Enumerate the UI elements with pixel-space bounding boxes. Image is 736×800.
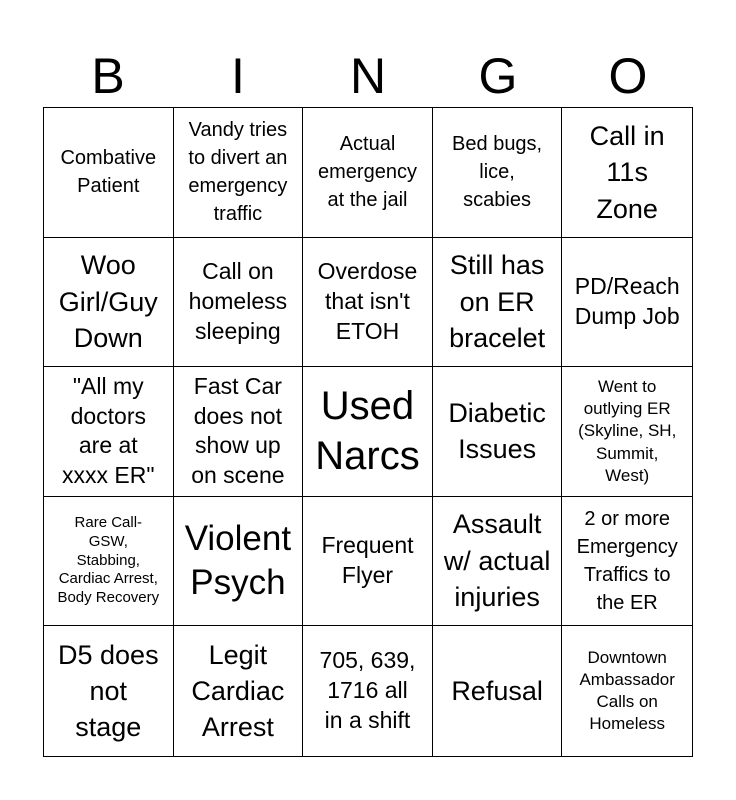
bingo-cell[interactable]: Call in 11s Zone <box>562 108 692 238</box>
bingo-cell[interactable]: Assault w/ actual injuries <box>433 497 563 627</box>
header-letter-g: G <box>478 48 518 104</box>
bingo-cell[interactable]: 2 or more Emergency Traffics to the ER <box>562 497 692 627</box>
header-letter-o: O <box>608 48 648 104</box>
bingo-cell[interactable]: Frequent Flyer <box>303 497 433 627</box>
bingo-cell[interactable]: "All my doctors are at xxxx ER" <box>44 367 174 497</box>
header-letter-n: N <box>349 48 387 104</box>
bingo-cell[interactable]: Rare Call- GSW, Stabbing, Cardiac Arrest, Body Recovery <box>44 497 174 627</box>
bingo-board <box>43 107 693 757</box>
bingo-cell[interactable]: Downtown Ambassador Calls on Homeless <box>579 648 675 734</box>
bingo-cell[interactable]: Vandy tries to divert an emergency traffic <box>174 108 304 238</box>
bingo-cell[interactable]: Refusal <box>433 626 563 756</box>
bingo-cell[interactable]: Went to outlying ER (Skyline, SH, Summit, West) <box>562 367 692 497</box>
header-letter-i: I <box>231 48 245 104</box>
bingo-cell[interactable]: Call on homeless sleeping <box>174 238 304 368</box>
bingo-cell[interactable]: Fast Car does not show up on scene <box>174 367 304 497</box>
header-letter-b: B <box>91 48 125 104</box>
bingo-cell[interactable]: Actual emergency at the jail <box>303 108 433 238</box>
bingo-cell[interactable]: Diabetic Issues <box>433 367 563 497</box>
bingo-cell[interactable]: D5 does not stage <box>44 626 174 756</box>
bingo-cell[interactable]: Still has on ER bracelet <box>433 238 563 368</box>
bingo-cell[interactable]: Used Narcs <box>303 367 433 497</box>
bingo-cell[interactable]: PD/Reach Dump Job <box>562 238 692 368</box>
bingo-cell[interactable]: Bed bugs, lice, scabies <box>433 108 563 238</box>
bingo-cell[interactable]: Legit Cardiac Arrest <box>174 626 304 756</box>
bingo-cell[interactable]: 705, 639, 1716 all in a shift <box>303 626 433 756</box>
bingo-cell[interactable]: Woo Girl/Guy Down <box>44 238 174 368</box>
bingo-cell[interactable]: Violent Psych <box>174 497 304 627</box>
bingo-cell[interactable]: Combative Patient <box>44 108 174 238</box>
bingo-header <box>43 44 693 108</box>
bingo-cell[interactable]: Overdose that isn't ETOH <box>303 238 433 368</box>
